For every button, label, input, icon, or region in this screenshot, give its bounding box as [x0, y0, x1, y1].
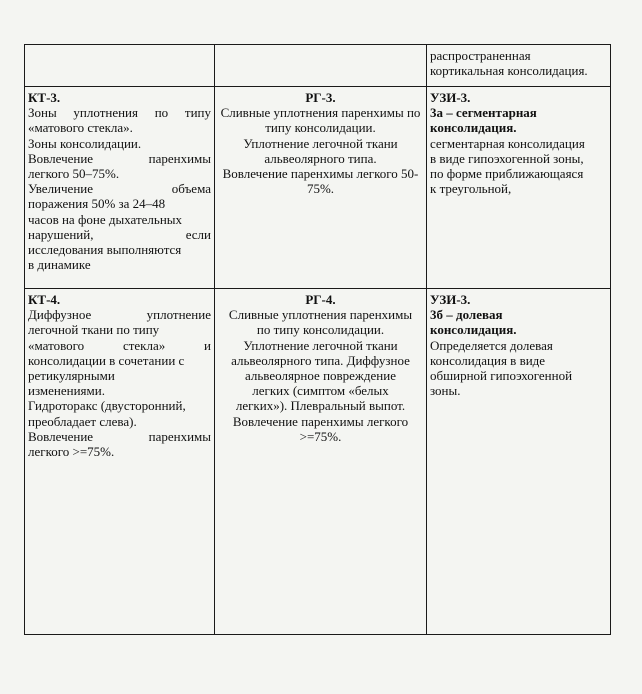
kt3-text: [28, 151, 211, 166]
kt4-text: [28, 307, 211, 322]
kt4-text: легкого >=75%.: [28, 444, 115, 460]
word: паренхимы: [148, 428, 211, 444]
table-row: [25, 45, 611, 87]
kt3-text: в динамике: [28, 257, 91, 273]
usi3a-title: УЗИ-3.: [430, 90, 471, 105]
kt3-title: КТ-3.: [28, 90, 61, 105]
word: объема: [171, 181, 211, 197]
rg3-text: Уплотнение легочной ткани альвеолярного типа.: [243, 135, 398, 166]
usi3b-text: зоны.: [430, 383, 461, 399]
rg4-cell: [215, 289, 427, 635]
kt4-text: ретикулярными: [28, 368, 115, 384]
usi3a-text: по форме приближающаяся: [430, 166, 584, 182]
usi3b-text: обширной гипоэхогенной: [430, 368, 573, 384]
word: если: [185, 226, 211, 242]
word: Вовлечение: [28, 428, 94, 444]
rg4-text: Сливные уплотнения паренхимы: [228, 307, 413, 323]
word: нарушений,: [28, 226, 94, 242]
rg4-text: легких»). Плевральный выпот.: [235, 398, 406, 414]
kt3-text: [28, 227, 211, 242]
usi3b-subtitle: консолидация.: [430, 322, 517, 338]
usi3b-subtitle: 3б – долевая: [430, 307, 503, 323]
empty-cell: [25, 45, 215, 87]
usi3a-text: сегментарная консолидация: [430, 135, 585, 151]
word: стекла»: [122, 337, 166, 353]
kt4-text: легочной ткани по типу: [28, 322, 160, 338]
kt3-text: поражения 50% за 24–48: [28, 196, 166, 212]
rg3-text: Вовлечение паренхимы легкого 50-75%.: [222, 166, 419, 197]
kt4-text: изменениями.: [28, 383, 105, 399]
word: уплотнение: [146, 307, 211, 323]
rg4-title: РГ-4.: [305, 292, 336, 307]
kt4-title: КТ-4.: [28, 292, 61, 307]
rg4-text: альвеолярное повреждение: [245, 368, 396, 384]
usi3b-text: Определяется долевая: [430, 337, 553, 353]
classification-table: [24, 44, 611, 635]
usi3a-text: к треугольной,: [430, 181, 512, 197]
kt4-text: [28, 338, 211, 353]
word: Диффузное: [28, 307, 92, 323]
kt3-text: [28, 181, 211, 196]
word: Увеличение: [28, 181, 94, 197]
kt4-text: Гидроторакс (двусторонний,: [28, 398, 186, 414]
text-line: распространенная: [430, 48, 531, 63]
rg3-title: РГ-3.: [305, 90, 336, 105]
usi3b-cell: [427, 289, 611, 635]
rg4-text: >=75%.: [299, 428, 342, 444]
empty-cell: [215, 45, 427, 87]
word: паренхимы: [148, 150, 211, 166]
kt3-text: часов на фоне дыхательных: [28, 211, 183, 227]
rg3-text: Сливные уплотнения паренхимы по типу консолидации.: [220, 105, 421, 136]
kt3-cell: [25, 87, 215, 289]
word: Вовлечение: [28, 150, 94, 166]
kt3-text: Зоны консолидации.: [28, 135, 142, 151]
rg4-text: Уплотнение легочной ткани: [243, 337, 398, 353]
rg4-text: альвеолярного типа. Диффузное: [231, 352, 410, 368]
usi3a-text: в виде гипоэхогенной зоны,: [430, 150, 584, 166]
usi3a-subtitle: 3а – сегментарная: [430, 105, 537, 121]
usi-continuation-cell: [427, 45, 611, 87]
usi3a-subtitle: консолидация.: [430, 120, 517, 136]
table-row: [25, 87, 611, 289]
kt3-text: исследования выполняются: [28, 242, 182, 258]
rg4-text: Вовлечение паренхимы легкого: [232, 413, 409, 429]
rg3-cell: [215, 87, 427, 289]
kt4-text: преобладает слева).: [28, 413, 137, 429]
word: и: [204, 337, 211, 353]
rg4-text: легких (симптом «белых: [252, 383, 389, 399]
text-line: кортикальная консолидация.: [430, 63, 588, 79]
rg4-text: по типу консолидации.: [256, 322, 385, 338]
usi3b-title: УЗИ-3.: [430, 292, 471, 307]
usi3a-cell: [427, 87, 611, 289]
word: «матового: [28, 337, 85, 353]
usi3b-text: консолидация в виде: [430, 352, 546, 368]
table-row: [25, 289, 611, 635]
kt4-text: консолидации в сочетании с: [28, 352, 185, 368]
kt3-text: легкого 50–75%.: [28, 166, 120, 182]
kt3-text: Зоны уплотнения по типу «матового стекла».: [28, 105, 211, 136]
kt4-cell: [25, 289, 215, 635]
kt4-text: [28, 429, 211, 444]
